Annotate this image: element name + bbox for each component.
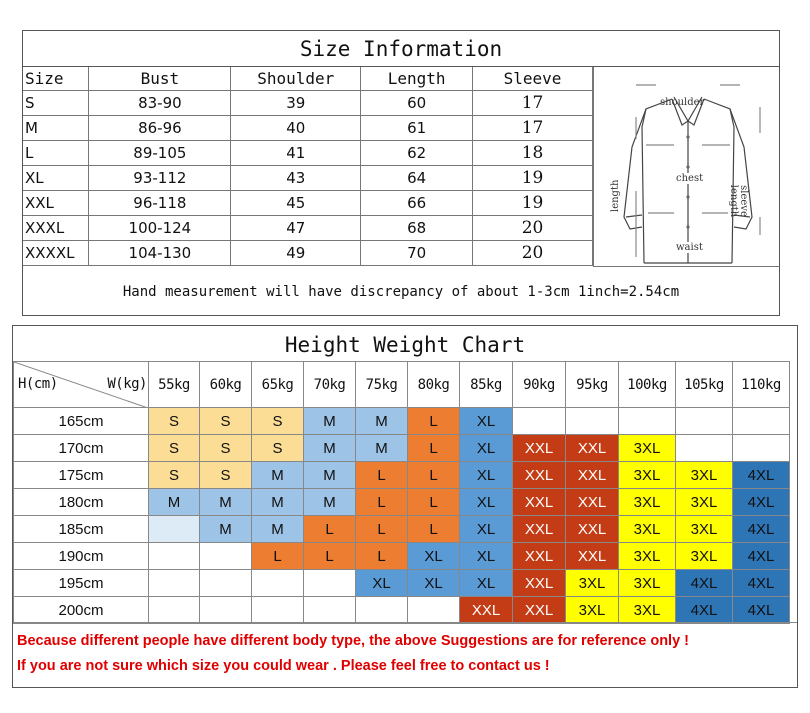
size-recommendation-cell [149, 516, 200, 543]
size-recommendation-cell: XL [460, 489, 513, 516]
size-recommendation-cell: 4XL [676, 570, 733, 597]
col-size-header: Size [23, 67, 89, 90]
size-recommendation-cell: L [408, 408, 460, 435]
size-recommendation-cell: 3XL [676, 489, 733, 516]
reference-note [13, 622, 797, 688]
size-recommendation-cell: XXL [513, 489, 566, 516]
size-recommendation-cell [304, 597, 356, 624]
size-recommendation-cell: 4XL [733, 570, 790, 597]
size-recommendation-cell: 3XL [619, 489, 676, 516]
size-recommendation-cell: XXL [513, 516, 566, 543]
col-bust-header: Bust [89, 67, 231, 90]
size-recommendation-cell: 3XL [676, 462, 733, 489]
size-row [23, 115, 593, 140]
size-recommendation-cell: XL [460, 570, 513, 597]
weight-header: 80kg [408, 362, 460, 408]
size-recommendation-cell [356, 597, 408, 624]
size-recommendation-cell: XL [356, 570, 408, 597]
size-recommendation-cell: XXL [460, 597, 513, 624]
size-recommendation-cell: M [252, 489, 304, 516]
size-cell-bust: 83-90 [89, 90, 231, 115]
size-recommendation-cell: S [200, 462, 252, 489]
size-recommendation-cell: L [252, 543, 304, 570]
size-recommendation-cell: M [200, 516, 252, 543]
size-recommendation-cell: 4XL [733, 489, 790, 516]
size-recommendation-cell [149, 543, 200, 570]
size-cell-size: XL [23, 165, 89, 190]
size-recommendation-cell: 4XL [733, 516, 790, 543]
table-corner-cell [14, 362, 149, 408]
size-information-panel [22, 30, 780, 316]
size-cell-size: XXXXL [23, 240, 89, 265]
size-recommendation-cell: L [304, 543, 356, 570]
size-cell-shoulder: 41 [231, 140, 361, 165]
size-recommendation-cell [200, 597, 252, 624]
diagram-label-sleeve-length: sleeve length [728, 184, 749, 218]
size-cell-shoulder: 45 [231, 190, 361, 215]
size-cell-shoulder: 43 [231, 165, 361, 190]
size-cell-length: 61 [361, 115, 473, 140]
size-recommendation-cell: 3XL [619, 570, 676, 597]
size-row [23, 90, 593, 115]
size-recommendation-cell: M [304, 435, 356, 462]
height-axis-label: H(cm) [18, 376, 58, 392]
size-recommendation-cell [733, 435, 790, 462]
weight-header: 90kg [513, 362, 566, 408]
size-recommendation-cell: M [252, 462, 304, 489]
size-cell-sleeve: 19 [473, 165, 593, 190]
weight-header: 55kg [149, 362, 200, 408]
height-row [14, 597, 790, 624]
weight-header: 60kg [200, 362, 252, 408]
size-recommendation-cell: 4XL [733, 597, 790, 624]
size-recommendation-cell: 4XL [733, 543, 790, 570]
size-recommendation-cell: M [356, 435, 408, 462]
size-row [23, 240, 593, 265]
size-recommendation-cell: XXL [566, 489, 619, 516]
size-recommendation-cell: S [149, 462, 200, 489]
size-recommendation-cell [513, 408, 566, 435]
size-row [23, 165, 593, 190]
size-information-title: Size Information [23, 31, 779, 67]
size-cell-length: 68 [361, 215, 473, 240]
height-label: 165cm [14, 408, 149, 435]
size-recommendation-cell: M [304, 489, 356, 516]
height-row [14, 408, 790, 435]
col-shoulder-header: Shoulder [231, 67, 361, 90]
height-label: 190cm [14, 543, 149, 570]
size-recommendation-cell: XXL [513, 570, 566, 597]
size-recommendation-cell: 3XL [566, 570, 619, 597]
col-length-header: Length [361, 67, 473, 90]
size-cell-shoulder: 39 [231, 90, 361, 115]
size-recommendation-cell: XL [460, 408, 513, 435]
size-cell-bust: 100-124 [89, 215, 231, 240]
size-recommendation-cell: XXL [566, 462, 619, 489]
size-recommendation-cell: XXL [513, 462, 566, 489]
weight-header: 85kg [460, 362, 513, 408]
weight-axis-label: W(kg) [107, 376, 147, 392]
size-recommendation-cell: XL [460, 462, 513, 489]
size-recommendation-cell: S [200, 408, 252, 435]
size-recommendation-cell: M [356, 408, 408, 435]
size-recommendation-cell: S [149, 408, 200, 435]
size-recommendation-cell: XL [460, 543, 513, 570]
size-recommendation-cell: L [408, 516, 460, 543]
height-row [14, 516, 790, 543]
size-recommendation-cell: XXL [513, 543, 566, 570]
size-table-header [23, 67, 593, 90]
height-row [14, 462, 790, 489]
size-cell-shoulder: 40 [231, 115, 361, 140]
size-recommendation-cell [676, 435, 733, 462]
weight-header: 100kg [619, 362, 676, 408]
size-recommendation-cell: XXL [566, 516, 619, 543]
size-recommendation-cell [252, 570, 304, 597]
size-recommendation-cell: 3XL [619, 543, 676, 570]
size-recommendation-cell: S [149, 435, 200, 462]
size-cell-sleeve: 19 [473, 190, 593, 215]
size-recommendation-cell: 3XL [566, 597, 619, 624]
size-cell-bust: 104-130 [89, 240, 231, 265]
size-cell-sleeve: 17 [473, 115, 593, 140]
height-weight-panel [12, 325, 798, 688]
size-recommendation-cell [619, 408, 676, 435]
size-recommendation-cell: L [408, 462, 460, 489]
measurement-note: Hand measurement will have discrepancy of about 1-3cm 1inch=2.54cm [122, 284, 680, 300]
size-recommendation-cell [149, 570, 200, 597]
size-row [23, 140, 593, 165]
weight-header: 70kg [304, 362, 356, 408]
size-recommendation-cell: M [200, 489, 252, 516]
height-label: 195cm [14, 570, 149, 597]
diagram-label-shoulder: shoulder [660, 97, 705, 108]
weight-header: 65kg [252, 362, 304, 408]
size-cell-sleeve: 18 [473, 140, 593, 165]
size-cell-length: 70 [361, 240, 473, 265]
height-label: 170cm [14, 435, 149, 462]
size-cell-shoulder: 47 [231, 215, 361, 240]
size-cell-shoulder: 49 [231, 240, 361, 265]
size-cell-sleeve: 17 [473, 90, 593, 115]
size-recommendation-cell [252, 597, 304, 624]
size-recommendation-cell: M [304, 408, 356, 435]
height-weight-table [13, 361, 790, 624]
size-recommendation-cell: S [200, 435, 252, 462]
size-cell-length: 64 [361, 165, 473, 190]
size-cell-sleeve: 20 [473, 240, 593, 265]
height-label: 180cm [14, 489, 149, 516]
size-recommendation-cell: 3XL [619, 597, 676, 624]
size-recommendation-cell [676, 408, 733, 435]
size-recommendation-cell: 3XL [619, 462, 676, 489]
diagram-label-length: length [610, 179, 621, 212]
height-row [14, 489, 790, 516]
size-recommendation-cell: 4XL [733, 462, 790, 489]
size-cell-size: XXL [23, 190, 89, 215]
size-cell-bust: 86-96 [89, 115, 231, 140]
size-recommendation-cell: XL [460, 435, 513, 462]
height-weight-title: Height Weight Chart [284, 333, 526, 357]
height-label: 175cm [14, 462, 149, 489]
size-recommendation-cell: 4XL [676, 597, 733, 624]
weight-header: 95kg [566, 362, 619, 408]
size-recommendation-cell: 3XL [619, 435, 676, 462]
size-recommendation-cell: XL [408, 570, 460, 597]
weight-header: 75kg [356, 362, 408, 408]
size-cell-size: XXXL [23, 215, 89, 240]
size-cell-size: L [23, 140, 89, 165]
reference-note-line1: Because different people have different body type, the above Suggestions are for reference only ! [17, 633, 689, 649]
height-label: 200cm [14, 597, 149, 624]
weight-header-row [14, 362, 790, 408]
size-table [23, 67, 593, 266]
size-recommendation-cell: L [356, 489, 408, 516]
size-recommendation-cell [566, 408, 619, 435]
col-sleeve-header: Sleeve [473, 67, 593, 90]
size-cell-length: 62 [361, 140, 473, 165]
diagram-label-waist: waist [676, 242, 703, 253]
size-recommendation-cell [149, 597, 200, 624]
size-cell-sleeve: 20 [473, 215, 593, 240]
height-row [14, 543, 790, 570]
size-recommendation-cell: L [356, 516, 408, 543]
shirt-measurement-diagram [593, 67, 780, 267]
size-recommendation-cell: XL [460, 516, 513, 543]
size-recommendation-cell: M [304, 462, 356, 489]
size-recommendation-cell: 3XL [676, 543, 733, 570]
height-label: 185cm [14, 516, 149, 543]
size-cell-size: M [23, 115, 89, 140]
size-cell-bust: 93-112 [89, 165, 231, 190]
reference-note-line2: If you are not sure which size you could wear . Please feel free to contact us ! [17, 658, 550, 674]
size-recommendation-cell: S [252, 408, 304, 435]
size-cell-size: S [23, 90, 89, 115]
size-recommendation-cell [200, 570, 252, 597]
size-recommendation-cell: L [408, 489, 460, 516]
size-recommendation-cell: XL [408, 543, 460, 570]
size-recommendation-cell: L [408, 435, 460, 462]
size-row [23, 190, 593, 215]
size-recommendation-cell [408, 597, 460, 624]
size-cell-length: 60 [361, 90, 473, 115]
size-recommendation-cell [733, 408, 790, 435]
weight-header: 105kg [676, 362, 733, 408]
size-cell-length: 66 [361, 190, 473, 215]
diagram-label-chest: chest [676, 173, 704, 184]
size-recommendation-cell: XXL [566, 543, 619, 570]
size-recommendation-cell [304, 570, 356, 597]
size-recommendation-cell: L [356, 462, 408, 489]
size-recommendation-cell: L [356, 543, 408, 570]
size-recommendation-cell: XXL [566, 435, 619, 462]
size-recommendation-cell: S [252, 435, 304, 462]
size-row [23, 215, 593, 240]
size-cell-bust: 89-105 [89, 140, 231, 165]
weight-header: 110kg [733, 362, 790, 408]
size-recommendation-cell: M [149, 489, 200, 516]
size-recommendation-cell [200, 543, 252, 570]
size-recommendation-cell: L [304, 516, 356, 543]
size-recommendation-cell: M [252, 516, 304, 543]
height-row [14, 435, 790, 462]
size-recommendation-cell: 3XL [619, 516, 676, 543]
size-recommendation-cell: XXL [513, 597, 566, 624]
size-cell-bust: 96-118 [89, 190, 231, 215]
size-recommendation-cell: 3XL [676, 516, 733, 543]
size-recommendation-cell: XXL [513, 435, 566, 462]
height-row [14, 570, 790, 597]
